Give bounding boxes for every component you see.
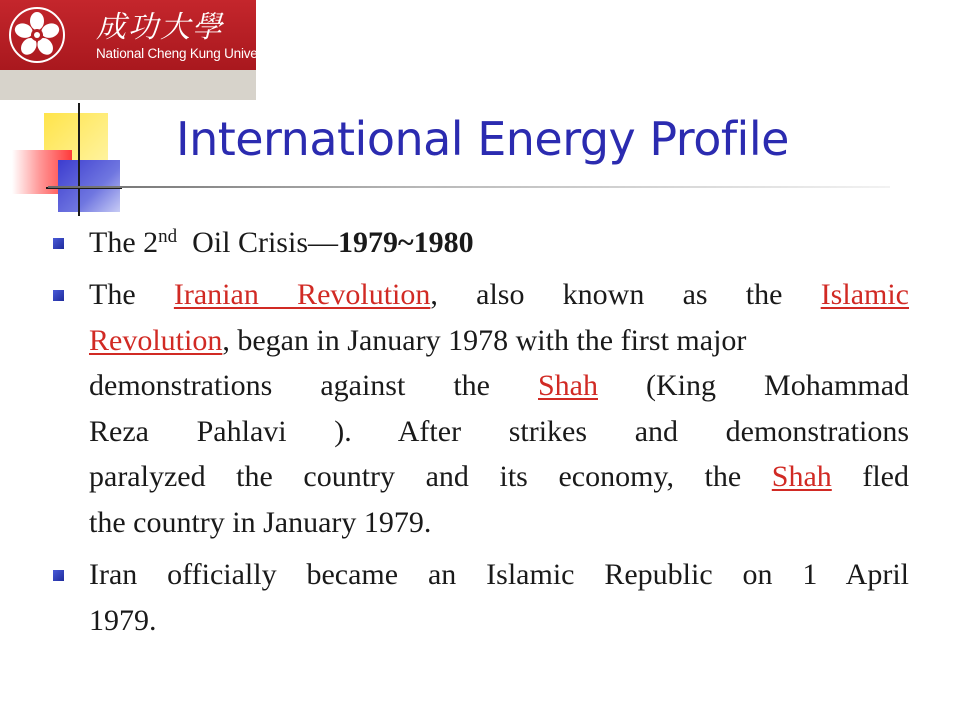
text: Oil Crisis— bbox=[177, 226, 338, 259]
logo-english-name: National Cheng Kung University bbox=[96, 46, 282, 61]
link-iranian-revolution[interactable]: Iranian Revolution bbox=[173, 278, 431, 311]
logo-shadow-strip bbox=[0, 70, 256, 100]
text: The 2 bbox=[89, 226, 159, 259]
bullet-marker bbox=[53, 290, 64, 301]
text: demonstrations against the bbox=[89, 369, 538, 402]
text: the country in January 1979. bbox=[89, 505, 432, 539]
bullet-item-oil-crisis bbox=[89, 220, 909, 266]
decorative-vertical-line bbox=[78, 103, 80, 216]
text: fled bbox=[831, 460, 910, 493]
crisis-years: 1979~1980 bbox=[338, 226, 474, 259]
university-logo-banner bbox=[0, 0, 282, 70]
text: , also known as the bbox=[430, 278, 821, 311]
text: 1979. bbox=[89, 603, 157, 637]
text: The bbox=[89, 278, 174, 311]
link-shah-2[interactable]: Shah bbox=[771, 460, 832, 493]
logo-chinese-name: 成功大學 bbox=[96, 10, 224, 45]
bullet-item-islamic-republic bbox=[89, 552, 909, 643]
link-islamic-revolution-part2[interactable]: Revolution bbox=[89, 323, 223, 357]
text: (King Mohammad bbox=[598, 369, 910, 402]
bullet-marker bbox=[53, 238, 64, 249]
university-seal-icon bbox=[8, 6, 66, 64]
text: Iran officially became an Islamic Republic on 1 April bbox=[89, 558, 909, 591]
text: Reza Pahlavi ). After strikes and demonstrations bbox=[89, 414, 909, 448]
bullet-item-iranian-revolution bbox=[89, 272, 909, 545]
title-divider bbox=[48, 186, 890, 188]
slide-title: International Energy Profile bbox=[176, 112, 789, 166]
text: paralyzed the country and its economy, the bbox=[89, 460, 772, 493]
link-islamic-revolution-part1[interactable]: Islamic bbox=[820, 278, 909, 311]
text: , began in January 1978 with the first major bbox=[222, 323, 747, 357]
bullet-marker bbox=[53, 570, 64, 581]
link-shah[interactable]: Shah bbox=[538, 369, 598, 402]
superscript: nd bbox=[158, 226, 178, 247]
